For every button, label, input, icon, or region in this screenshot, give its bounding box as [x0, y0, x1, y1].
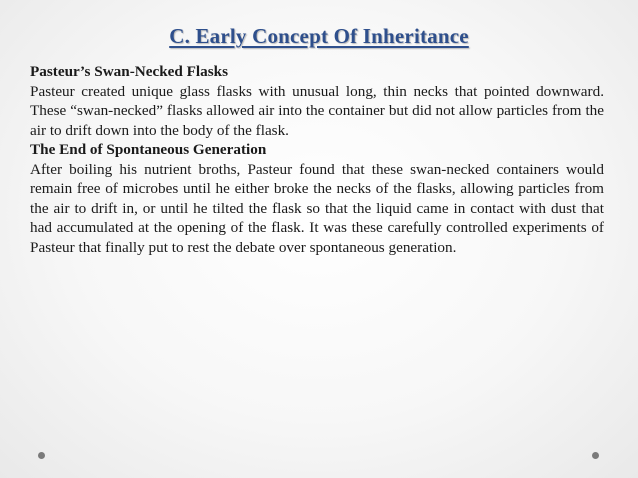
section-heading-spontaneous-generation: The End of Spontaneous Generation — [30, 141, 267, 158]
slide-content — [30, 62, 604, 257]
decorative-dot-right — [592, 452, 599, 459]
decorative-dot-left — [38, 452, 45, 459]
section-body-swan-necked-flasks: Pasteur created unique glass flasks with unusual long, thin necks that pointed downward. These “swan-necked” flasks allowed air into the container but did not allow particles from the air to drift down into the body of the flask. — [30, 82, 604, 139]
slide-title: C. Early Concept Of Inheritance — [169, 24, 469, 48]
section-heading-swan-necked-flasks: Pasteur’s Swan-Necked Flasks — [30, 63, 228, 80]
section-body-spontaneous-generation: After boiling his nutrient broths, Pasteur found that these swan-necked containers would remain free of microbes until he either broke the necks of the flasks, allowing particles from the air to drift in, or until he tilted the flask so that the liquid came in contact with dust that had accumulated at the opening of the flask. It was these carefully controlled experiments of Pasteur that finally put to rest the debate over spontaneous generation. — [30, 160, 604, 256]
